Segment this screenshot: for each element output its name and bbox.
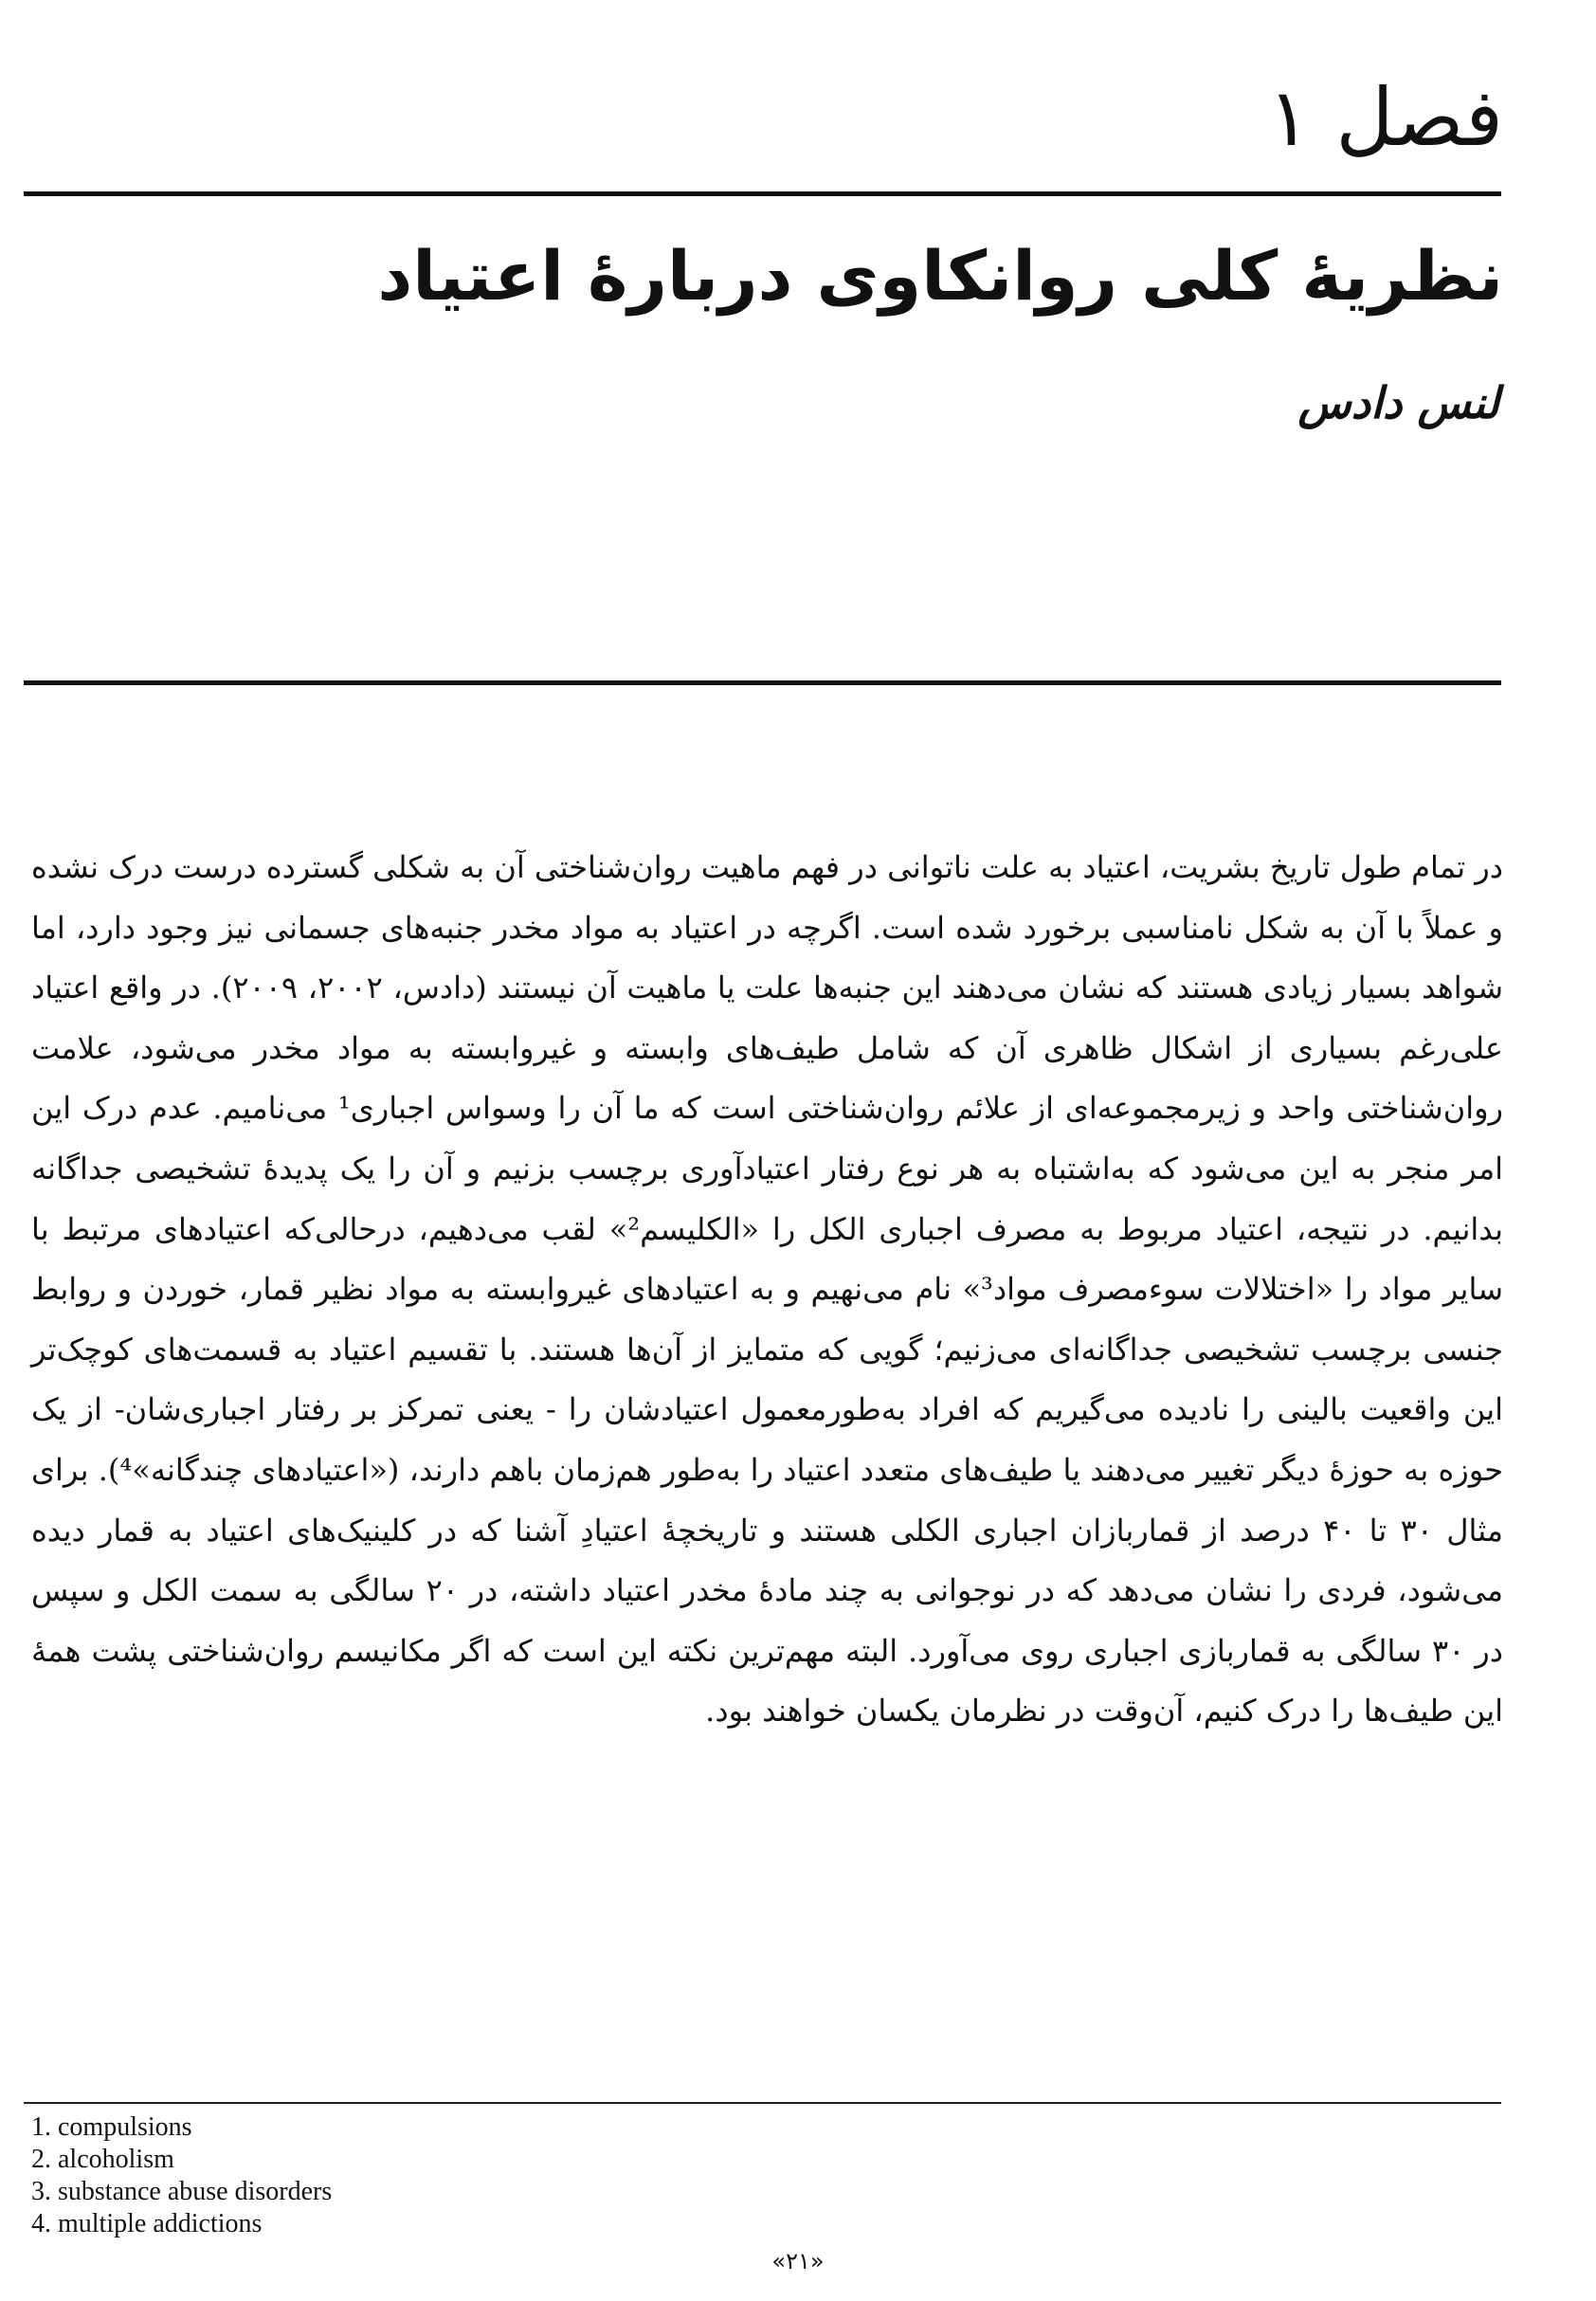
top-divider bbox=[24, 191, 1501, 196]
body-paragraph: در تمام طول تاریخ بشریت، اعتیاد به علت ناتوانی در فهم ماهیت روان‌شناختی آن به شکلی گسترده درست درک نشده و عملاً با آن به شکل نامناسبی برخورد شده است. اگرچه در اعتیاد به مواد مخدر جنبه‌های جسمانی نیز وجود دارد، اما شواهد بسیار زیادی هستند که نشان می‌دهند این جنبه‌ها علت یا ماهیت آن نیستند (دادس، ۲۰۰۲، ۲۰۰۹). در واقع اعتیاد علی‌رغم بسیاری از اشکال ظاهری آن که شامل طیف‌های وابسته و غیروابسته به مواد مخدر می‌شود، علامت روان‌شناختی واحد و زیرمجموعه‌ای از علائم روان‌شناختی است که ما آن را وسواس اجباری¹ می‌نامیم. عدم درک این امر منجر به این می‌شود که به‌اشتباه به هر نوع رفتار اعتیادآوری برچسب بزنیم و آن را یک پدیدهٔ تشخیصی جداگانه بدانیم. در نتیجه، اعتیاد مربوط به مصرف اجباری الکل را «الکلیسم²» لقب می‌دهیم، درحالی‌که اعتیادهای مرتبط با سایر مواد را «اختلالات سوءمصرف مواد³» نام می‌نهیم و به اعتیادهای غیروابسته به مواد نظیر قمار، خوردن و روابط جنسی برچسب تشخیصی جداگانه‌ای می‌زنیم؛ گویی که متمایز از آن‌ها هستند. با تقسیم اعتیاد به قسمت‌های کوچک‌تر این واقعیت بالینی را نادیده می‌گیریم که افراد به‌طورمعمول اعتیادشان را - یعنی تمرکز بر رفتار اجباری‌شان- از یک حوزه به حوزهٔ دیگر تغییر می‌دهند یا طیف‌های متعدد اعتیاد را به‌طور هم‌زمان باهم دارند، («اعتیادهای چندگانه»⁴). برای مثال ۳۰ تا ۴۰ درصد از قماربازان اجباری الکلی هستند و تاریخچهٔ اعتیادِ آشنا که در کلینیک‌های اعتیاد به قمار دیده می‌شود، فردی را نشان می‌دهد که در نوجوانی به چند مادهٔ مخدر اعتیاد داشته، در ۲۰ سالگی به سمت الکل و سپس در ۳۰ سالگی به قماربازی اجباری روی می‌آورد. البته مهم‌ترین نکته این است که اگر مکانیسم روان‌شناختی پشت همهٔ این طیف‌ها را درک کنیم، آن‌وقت در نظرمان یکسان خواهند بود. bbox=[31, 849, 1504, 1730]
chapter-label: فصل ۱ bbox=[1267, 71, 1503, 164]
page-number: «۲۱» bbox=[771, 2248, 825, 2274]
footnote-divider bbox=[24, 2102, 1501, 2104]
footnote-item: 1. compulsions bbox=[31, 2112, 192, 2142]
footnote-list bbox=[31, 2111, 789, 2240]
footnote-item: 4. multiple addictions bbox=[31, 2209, 263, 2238]
chapter-title: نظریهٔ کلی روانکاوی دربارهٔ اعتیاد bbox=[377, 236, 1503, 316]
author-name: لنس دادس bbox=[1297, 377, 1499, 428]
middle-divider bbox=[24, 680, 1501, 685]
footnote-item: 2. alcoholism bbox=[31, 2145, 174, 2174]
footnote-item: 3. substance abuse disorders bbox=[31, 2177, 333, 2206]
